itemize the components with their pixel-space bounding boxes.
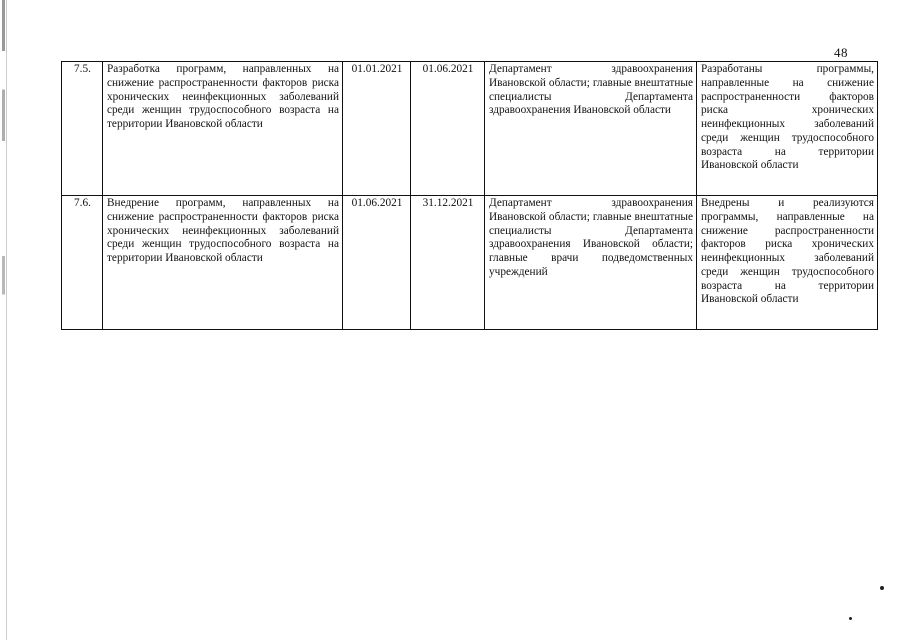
result-cell: Разработаны программы, направленные на снижение распространенности факторов риска хронических неинфекционных заболеваний среди женщин трудоспособного возраста на территории Ивановской области [697,62,878,196]
row-number: 7.5. [62,62,103,196]
end-date-cell: 01.06.2021 [411,62,485,196]
plan-table [61,61,878,330]
responsible-cell: Департамент здравоохранения Ивановской области; главные внештатные специалисты Департамента здравоохранения Ивановской области; главные врачи подведомственных учреждений [485,196,697,330]
scan-edge-line [6,0,7,640]
table-row [62,196,878,330]
start-date-cell: 01.01.2021 [343,62,411,196]
start-date-cell: 01.06.2021 [343,196,411,330]
activity-cell: Разработка программ, направленных на снижение распространенности факторов риска хронических неинфекционных заболеваний среди женщин трудоспособного возраста на территории Ивановской области [103,62,343,196]
table-row [62,62,878,196]
scan-speck [880,586,884,590]
scan-speck [849,617,852,620]
responsible-cell: Департамент здравоохранения Ивановской области; главные внештатные специалисты Департамента здравоохранения Ивановской области [485,62,697,196]
activity-cell: Внедрение программ, направленных на снижение распространенности факторов риска хронических неинфекционных заболеваний среди женщин трудоспособного возраста на территории Ивановской области [103,196,343,330]
row-number: 7.6. [62,196,103,330]
end-date-cell: 31.12.2021 [411,196,485,330]
result-cell: Внедрены и реализуются программы, направленные на снижение распространенности факторов риска хронических неинфекционных заболеваний среди женщин трудоспособного возраста на территории Ивановской области [697,196,878,330]
scan-edge-artifact [2,0,5,640]
page-number: 48 [834,45,848,60]
